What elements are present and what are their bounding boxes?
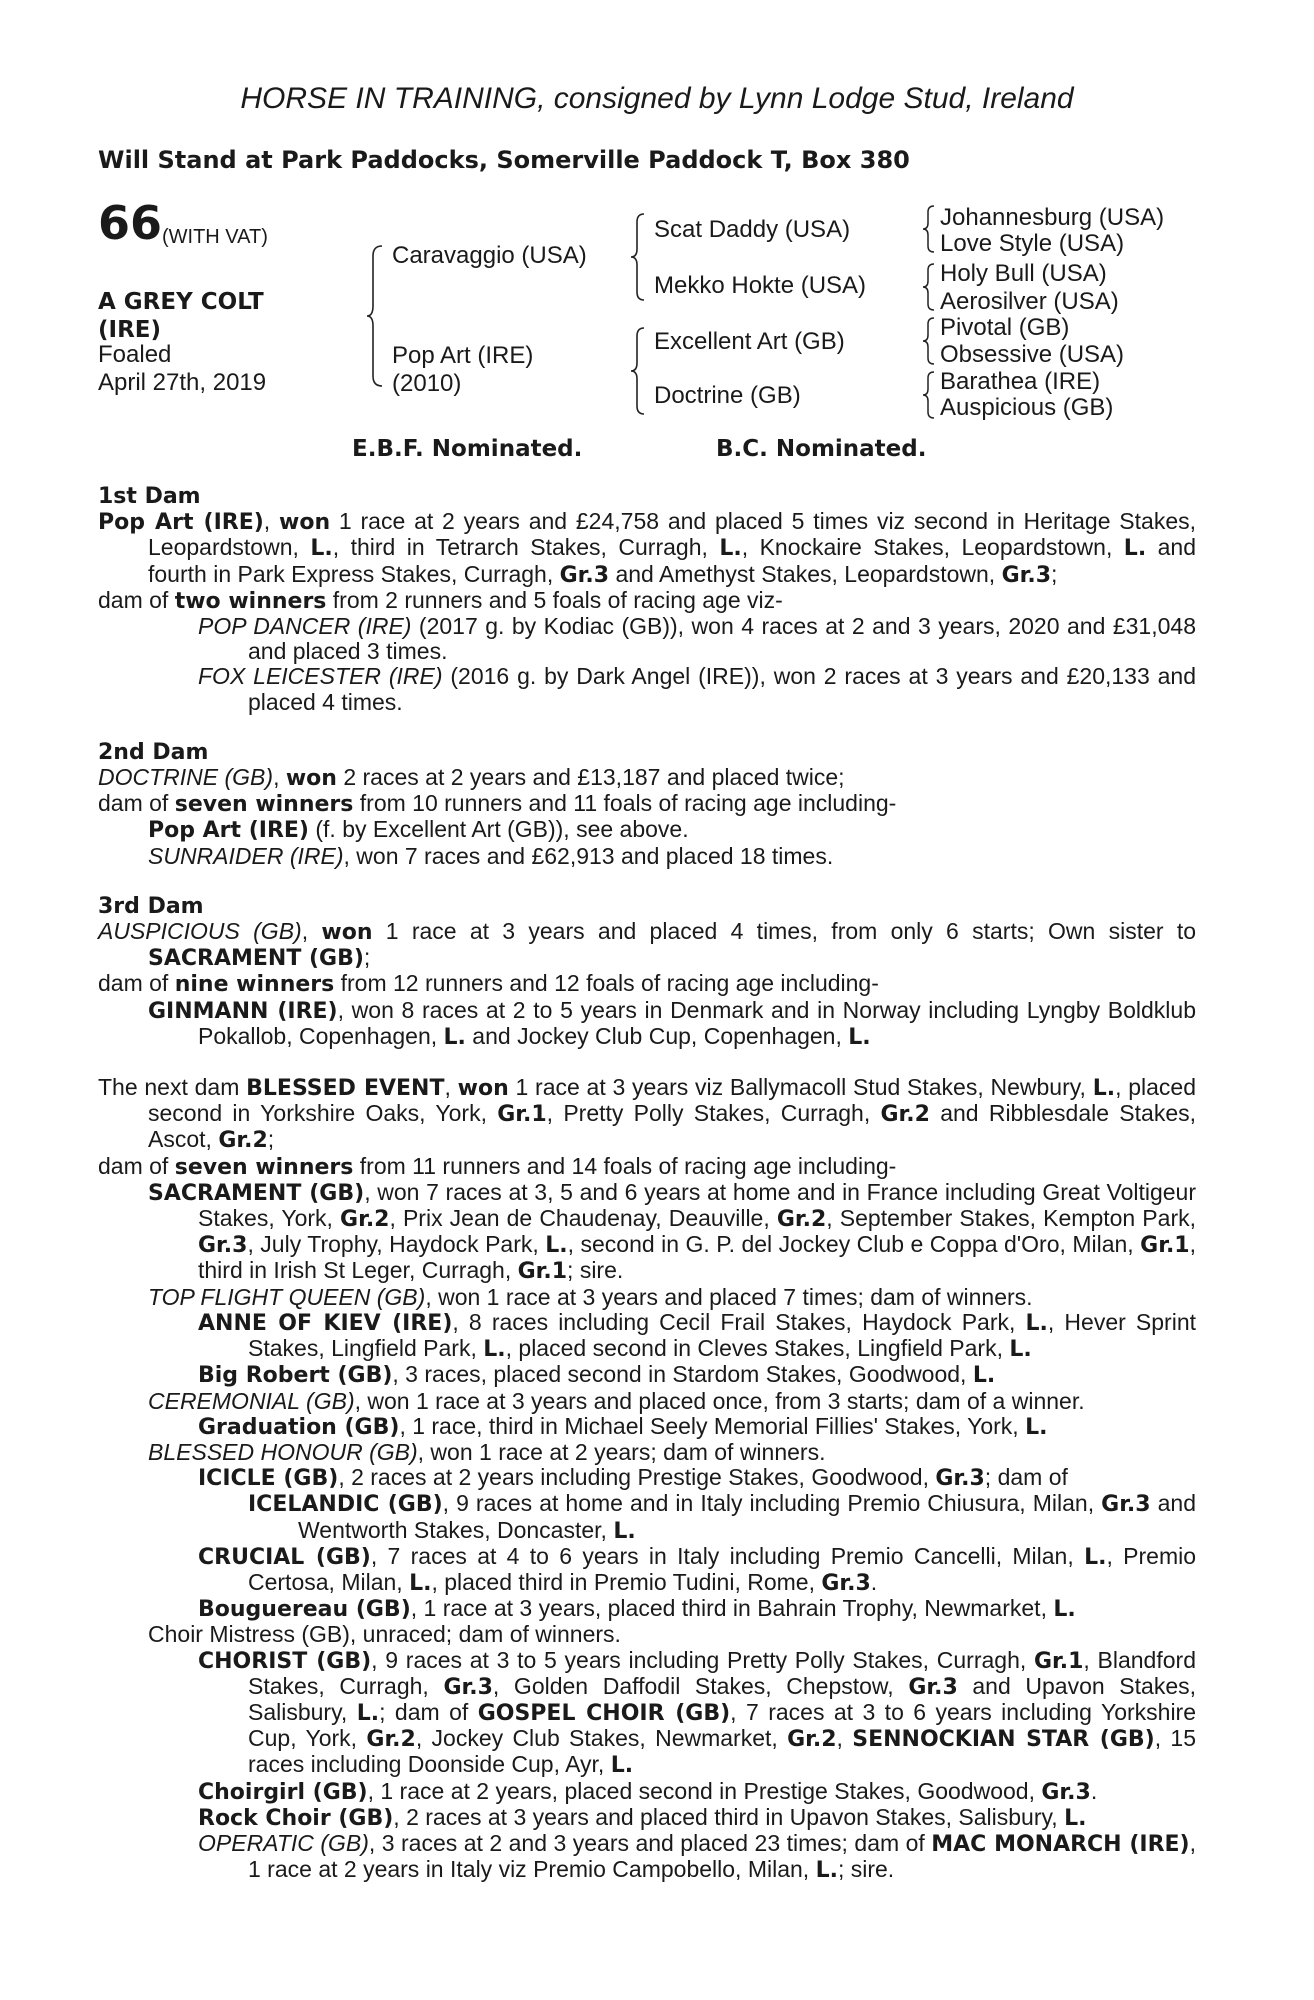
pedigree-g3: Holy Bull (USA)	[940, 260, 1107, 287]
produce-entry: CHORIST (GB), 9 races at 3 to 5 years including Pretty Polly Stakes, Curragh, Gr.1, Blandford Stakes, Curragh, Gr.3, Golden Daffodil Stakes, Chepstow, Gr.3 and Upavon Stakes, Salisbury, L.; dam of GOSPEL CHOIR (GB), 7 races at 3 to 6 years including Yorkshire Cup, York, Gr.2, Jockey Club Stakes, Newmarket, Gr.2, SENNOCKIAN STAR (GB), 15 races including Doonside Cup, Ayr, L.	[198, 1646, 1197, 1779]
horse-name: GINMANN (IRE)	[148, 998, 338, 1024]
pedigree-brace-g1	[922, 204, 936, 254]
produce-entry: CEREMONIAL (GB), won 1 race at 3 years and placed once, from 3 starts; dam of a winner.	[148, 1387, 1085, 1414]
horse-name: Rock Choir (GB)	[198, 1805, 394, 1831]
produce-entry: GINMANN (IRE), won 8 races at 2 to 5 years in Denmark and in Norway including Lyngby Boldklub Pokallob, Copenhagen, L. and Jockey Club Cup, Copenhagen, L.	[148, 996, 1196, 1050]
foaled-date: April 27th, 2019	[98, 369, 267, 396]
horse-name: ANNE OF KIEV (IRE)	[198, 1310, 453, 1336]
produce-entry: CRUCIAL (GB), 7 races at 4 to 6 years in Italy including Premio Cancelli, Milan, L., Premio Certosa, Milan, L., placed third in Premio Tudini, Rome, Gr.3.	[198, 1542, 1197, 1596]
horse-name: CEREMONIAL (GB)	[148, 1387, 355, 1414]
horse-name: ICELANDIC (GB)	[248, 1492, 443, 1518]
horse-name: MAC MONARCH (IRE)	[931, 1831, 1190, 1857]
horse-name: CHORIST (GB)	[198, 1648, 372, 1674]
horse-name: AUSPICIOUS (GB)	[98, 918, 302, 945]
pedigree-brace-main	[366, 244, 384, 388]
pedigree-g8: Auspicious (GB)	[940, 394, 1114, 421]
horse-name: BLESSED EVENT	[246, 1076, 445, 1102]
pedigree-dam: Pop Art (IRE)	[392, 342, 534, 369]
pedigree-dam-sire: Excellent Art (GB)	[654, 328, 845, 355]
second-dam-produce-summary: dam of seven winners from 10 runners and 11 foals of racing age including-	[98, 790, 897, 818]
pedigree-g1: Johannesburg (USA)	[940, 204, 1165, 231]
pedigree-brace-g2	[922, 262, 936, 312]
horse-name: FOX LEICESTER (IRE)	[198, 663, 443, 690]
horse-name: GOSPEL CHOIR (GB)	[477, 1700, 731, 1726]
ebf-nomination: E.B.F. Nominated.	[352, 436, 583, 462]
produce-entry: ICICLE (GB), 2 races at 2 years including Prestige Stakes, Goodwood, Gr.3; dam of	[198, 1464, 1068, 1492]
pedigree-g7: Barathea (IRE)	[940, 368, 1101, 395]
horse-name: Pop Art (IRE)	[148, 818, 309, 844]
horse-name: Big Robert (GB)	[198, 1363, 393, 1389]
produce-entry: POP DANCER (IRE) (2017 g. by Kodiac (GB)), won 4 races at 2 and 3 years, 2020 and £31,048 and placed 3 times.	[198, 613, 1196, 665]
produce-entry: SUNRAIDER (IRE), won 7 races and £62,913 and placed 18 times.	[148, 842, 834, 869]
pedigree-brace-dam	[630, 326, 646, 416]
horse-name: POP DANCER (IRE)	[198, 613, 412, 640]
pedigree-sire: Caravaggio (USA)	[392, 242, 587, 269]
pedigree-g6: Obsessive (USA)	[940, 341, 1125, 368]
horse-name: Choirgirl (GB)	[198, 1779, 368, 1805]
produce-entry: Rock Choir (GB), 2 races at 3 years and placed third in Upavon Stakes, Salisbury, L.	[198, 1803, 1087, 1831]
foaled-label: Foaled	[98, 341, 172, 368]
pedigree-dam-year: (2010)	[392, 370, 462, 397]
pedigree-brace-g3	[922, 316, 936, 366]
lot-number: 66	[98, 196, 163, 250]
produce-entry: Graduation (GB), 1 race, third in Michael Seely Memorial Fillies' Stakes, York, L.	[198, 1412, 1048, 1440]
first-dam-record: Pop Art (IRE), won 1 race at 2 years and £24,758 and placed 5 times viz second in Heritage Stakes, Leopardstown, L., third in Tetrarch Stakes, Curragh, L., Knockaire Stakes, Leopardstown, L. and fourth in Park Express Stakes, Curragh, Gr.3 and Amethyst Stakes, Leopardstown, Gr.3;	[98, 508, 1197, 588]
horse-name: CRUCIAL (GB)	[198, 1544, 371, 1570]
bc-nomination: B.C. Nominated.	[716, 436, 927, 462]
horse-name: BLESSED HONOUR (GB)	[148, 1438, 418, 1465]
produce-entry: Big Robert (GB), 3 races, placed second in Stardom Stakes, Goodwood, L.	[198, 1361, 996, 1389]
family-text	[98, 484, 1196, 1883]
vat-note: (WITH VAT)	[162, 226, 268, 248]
produce-entry: Choirgirl (GB), 1 race at 2 years, placed second in Prestige Stakes, Goodwood, Gr.3.	[198, 1777, 1098, 1805]
produce-entry: OPERATIC (GB), 3 races at 2 and 3 years and placed 23 times; dam of MAC MONARCH (IRE), 1 race at 2 years in Italy viz Premio Campobello, Milan, L.; sire.	[198, 1829, 1196, 1884]
produce-entry: BLESSED HONOUR (GB), won 1 race at 2 years; dam of winners.	[148, 1438, 826, 1465]
horse-name: SACRAMENT (GB)	[148, 1180, 365, 1206]
horse-name: SENNOCKIAN STAR (GB)	[852, 1727, 1155, 1753]
produce-entry	[98, 1622, 1196, 1647]
produce-entry: ICELANDIC (GB), 9 races at home and in Italy including Premio Chiusura, Milan, Gr.3 and Wentworth Stakes, Doncaster, L.	[248, 1490, 1196, 1544]
horse-name: Choir Mistress (GB), unraced; dam of winners.	[148, 1621, 621, 1648]
pedigree-sire-dam: Mekko Hokte (USA)	[654, 272, 867, 299]
horse-name: ICICLE (GB)	[198, 1466, 339, 1492]
pedigree-sire-sire: Scat Daddy (USA)	[654, 216, 851, 243]
second-dam-heading: 2nd Dam	[98, 739, 209, 765]
pedigree-g2: Love Style (USA)	[940, 230, 1125, 257]
horse-name: OPERATIC (GB)	[198, 1829, 369, 1856]
pedigree-brace-g4	[922, 370, 936, 420]
next-dam-record: The next dam BLESSED EVENT, won 1 race at 3 years viz Ballymacoll Stud Stakes, Newbury, L., placed second in Yorkshire Oaks, York, Gr.1, Pretty Polly Stakes, Curragh, Gr.2 and Ribblesdale Stakes, Ascot, Gr.2;	[98, 1074, 1197, 1154]
third-dam-heading: 3rd Dam	[98, 893, 204, 919]
produce-entry: TOP FLIGHT QUEEN (GB), won 1 race at 3 years and placed 7 times; dam of winners.	[148, 1283, 1033, 1310]
produce-entry: Pop Art (IRE) (f. by Excellent Art (GB)), see above.	[148, 816, 689, 844]
lot-country: (IRE)	[98, 317, 162, 343]
first-dam-heading: 1st Dam	[98, 484, 201, 509]
horse-name: Pop Art (IRE)	[98, 510, 264, 536]
horse-name: DOCTRINE (GB)	[98, 764, 274, 791]
third-dam-produce-summary: dam of nine winners from 12 runners and 12 foals of racing age including-	[98, 970, 879, 998]
produce-entry: FOX LEICESTER (IRE) (2016 g. by Dark Angel (IRE)), won 2 races at 3 years and £20,133 and placed 4 times.	[198, 663, 1196, 715]
horse-name: Graduation (GB)	[198, 1414, 400, 1440]
horse-name: Bouguereau (GB)	[198, 1597, 411, 1623]
horse-name: TOP FLIGHT QUEEN (GB)	[148, 1283, 426, 1310]
produce-entry: SACRAMENT (GB), won 7 races at 3, 5 and 6 years at home and in France including Great Voltigeur Stakes, York, Gr.2, Prix Jean de Chaudenay, Deauville, Gr.2, September Stakes, Kempton Park, Gr.3, July Trophy, Haydock Park, L., second in G. P. del Jockey Club e Coppa d'Oro, Milan, Gr.1, third in Irish St Leger, Curragh, Gr.1; sire.	[148, 1178, 1197, 1285]
third-dam-record: AUSPICIOUS (GB), won 1 race at 3 years and placed 4 times, from only 6 starts; Own sister to SACRAMENT (GB);	[98, 918, 1196, 972]
pedigree-g5: Pivotal (GB)	[940, 314, 1070, 341]
pedigree-brace-sire	[630, 212, 646, 302]
first-dam-produce-summary: dam of two winners from 2 runners and 5 foals of racing age viz-	[98, 586, 783, 614]
pedigree-dam-dam: Doctrine (GB)	[654, 382, 801, 409]
next-dam-produce-summary: dam of seven winners from 11 runners and 14 foals of racing age including-	[98, 1152, 897, 1180]
horse-name: SUNRAIDER (IRE)	[148, 842, 344, 869]
produce-entry: ANNE OF KIEV (IRE), 8 races including Cecil Frail Stakes, Haydock Park, L., Hever Sprint Stakes, Lingfield Park, L., placed second in Cleves Stakes, Lingfield Park, L.	[198, 1308, 1197, 1363]
produce-entry: Bouguereau (GB), 1 race at 3 years, placed third in Bahrain Trophy, Newmarket, L.	[198, 1595, 1076, 1623]
pedigree-g4: Aerosilver (USA)	[940, 288, 1119, 315]
consignor-header: HORSE IN TRAINING, consigned by Lynn Lodge Stud, Ireland	[240, 82, 1074, 115]
second-dam-record: DOCTRINE (GB), won 2 races at 2 years and £13,187 and placed twice;	[98, 764, 845, 792]
lot-description: A GREY COLT	[98, 289, 264, 315]
location-header: Will Stand at Park Paddocks, Somerville Paddock T, Box 380	[98, 146, 910, 174]
